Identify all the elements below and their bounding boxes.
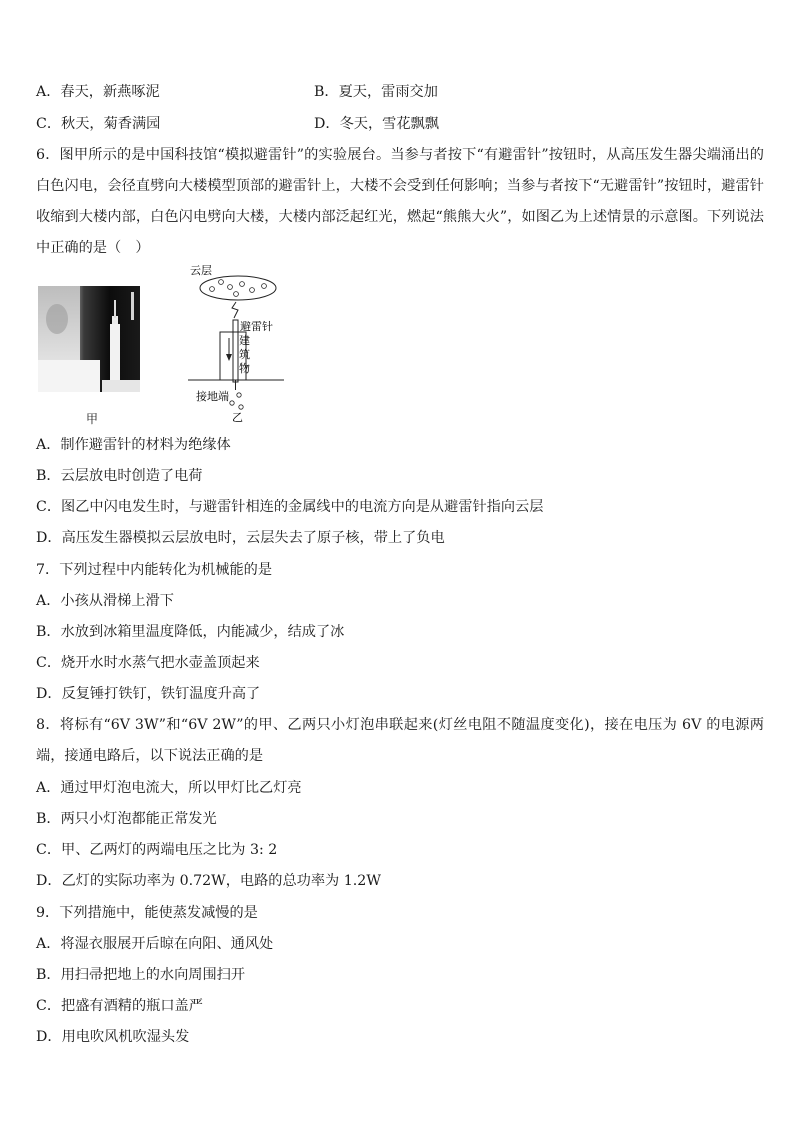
figure-yi-caption: 乙 [232, 411, 243, 424]
q9-option-c: C．把盛有酒精的瓶口盖严 [36, 998, 203, 1014]
q8-stem: 8．将标有“6V 3W”和“6V 2W”的甲、乙两只小灯泡串联起来(灯丝电阻不随温度变化)，接在电压为 6V 的电源两端，接通电路后，以下说法正确的是 [36, 717, 764, 764]
charge [219, 280, 224, 285]
q8-option-a: A．通过甲灯泡电流大，所以甲灯比乙灯亮 [36, 780, 302, 796]
q8-option-c: C．甲、乙两灯的两端电压之比为 3: 2 [36, 842, 278, 858]
q9-stem: 9．下列措施中，能使蒸发减慢的是 [36, 905, 258, 921]
lightning-rod-diagram [186, 262, 286, 424]
q6-option-b: B．云层放电时创造了电荷 [36, 468, 203, 484]
charge [262, 284, 267, 289]
charge [234, 292, 239, 297]
ground-label: 接地端 [196, 390, 229, 403]
arrow-head [226, 354, 232, 361]
q8-option-d: D．乙灯的实际功率为 0.72W，电路的总功率为 1.2W [36, 873, 381, 889]
q8-option-b: B．两只小灯泡都能正常发光 [36, 811, 217, 827]
q6-option-a: A．制作避雷针的材料为绝缘体 [36, 437, 231, 453]
q6-option-c: C．图乙中闪电发生时，与避雷针相连的金属线中的电流方向是从避雷针指向云层 [36, 499, 544, 515]
q7-option-b: B．水放到冰箱里温度降低，内能减少，结成了冰 [36, 624, 345, 640]
q7-option-d: D．反复锤打铁钉，铁钉温度升高了 [36, 686, 261, 702]
building-label-1: 建 [239, 334, 250, 347]
lightning-bolt [232, 302, 238, 318]
figure-jia-caption: 甲 [86, 412, 99, 426]
charge [210, 287, 215, 292]
q7-option-a: A．小孩从滑梯上滑下 [36, 593, 174, 609]
q5-option-a: A．春天，新燕啄泥 [36, 84, 160, 100]
cloud-label: 云层 [190, 264, 212, 277]
building-label-3: 物 [239, 362, 250, 375]
building-label-2: 筑 [239, 348, 250, 361]
q9-option-d: D．用电吹风机吹湿头发 [36, 1029, 190, 1045]
charge [228, 285, 233, 290]
q6-option-d: D．高压发生器模拟云层放电时，云层失去了原子核，带上了负电 [36, 530, 445, 546]
charge [230, 401, 234, 405]
q7-option-c: C．烧开水时水蒸气把水壶盖顶起来 [36, 655, 260, 671]
q5-option-c: C．秋天，菊香满园 [36, 116, 161, 132]
rod-label: 避雷针 [240, 320, 273, 333]
charge [237, 393, 241, 397]
q9-option-a: A．将湿衣服展开后晾在向阳、通风处 [36, 936, 274, 952]
q7-stem: 7．下列过程中内能转化为机械能的是 [36, 562, 273, 578]
q5-option-d: D．冬天，雪花飘飘 [314, 116, 439, 132]
lightning-rod [233, 320, 238, 382]
lightning-rod-exhibit-photo [38, 286, 140, 392]
q9-option-b: B．用扫帚把地上的水向周围扫开 [36, 967, 246, 983]
charge [239, 405, 243, 409]
charge [240, 282, 245, 287]
charge [250, 288, 255, 293]
q5-option-b: B．夏天，雷雨交加 [314, 84, 438, 100]
q6-stem: 6．图甲所示的是中国科技馆“模拟避雷针”的实验展台。当参与者按下“有避雷针”按钮时，从高压发生器尖端涌出的白色闪电，会径直劈向大楼模型顶部的避雷针上，大楼不会受到任何影响；当参与者按下“无避雷针”按钮时，避雷针收缩到大楼内部，白色闪电劈向大楼，大楼内部泛起红光，燃起“熊熊大火”，如图乙为上述情景的示意图。下列说法中正确的是（ ） [36, 147, 764, 256]
